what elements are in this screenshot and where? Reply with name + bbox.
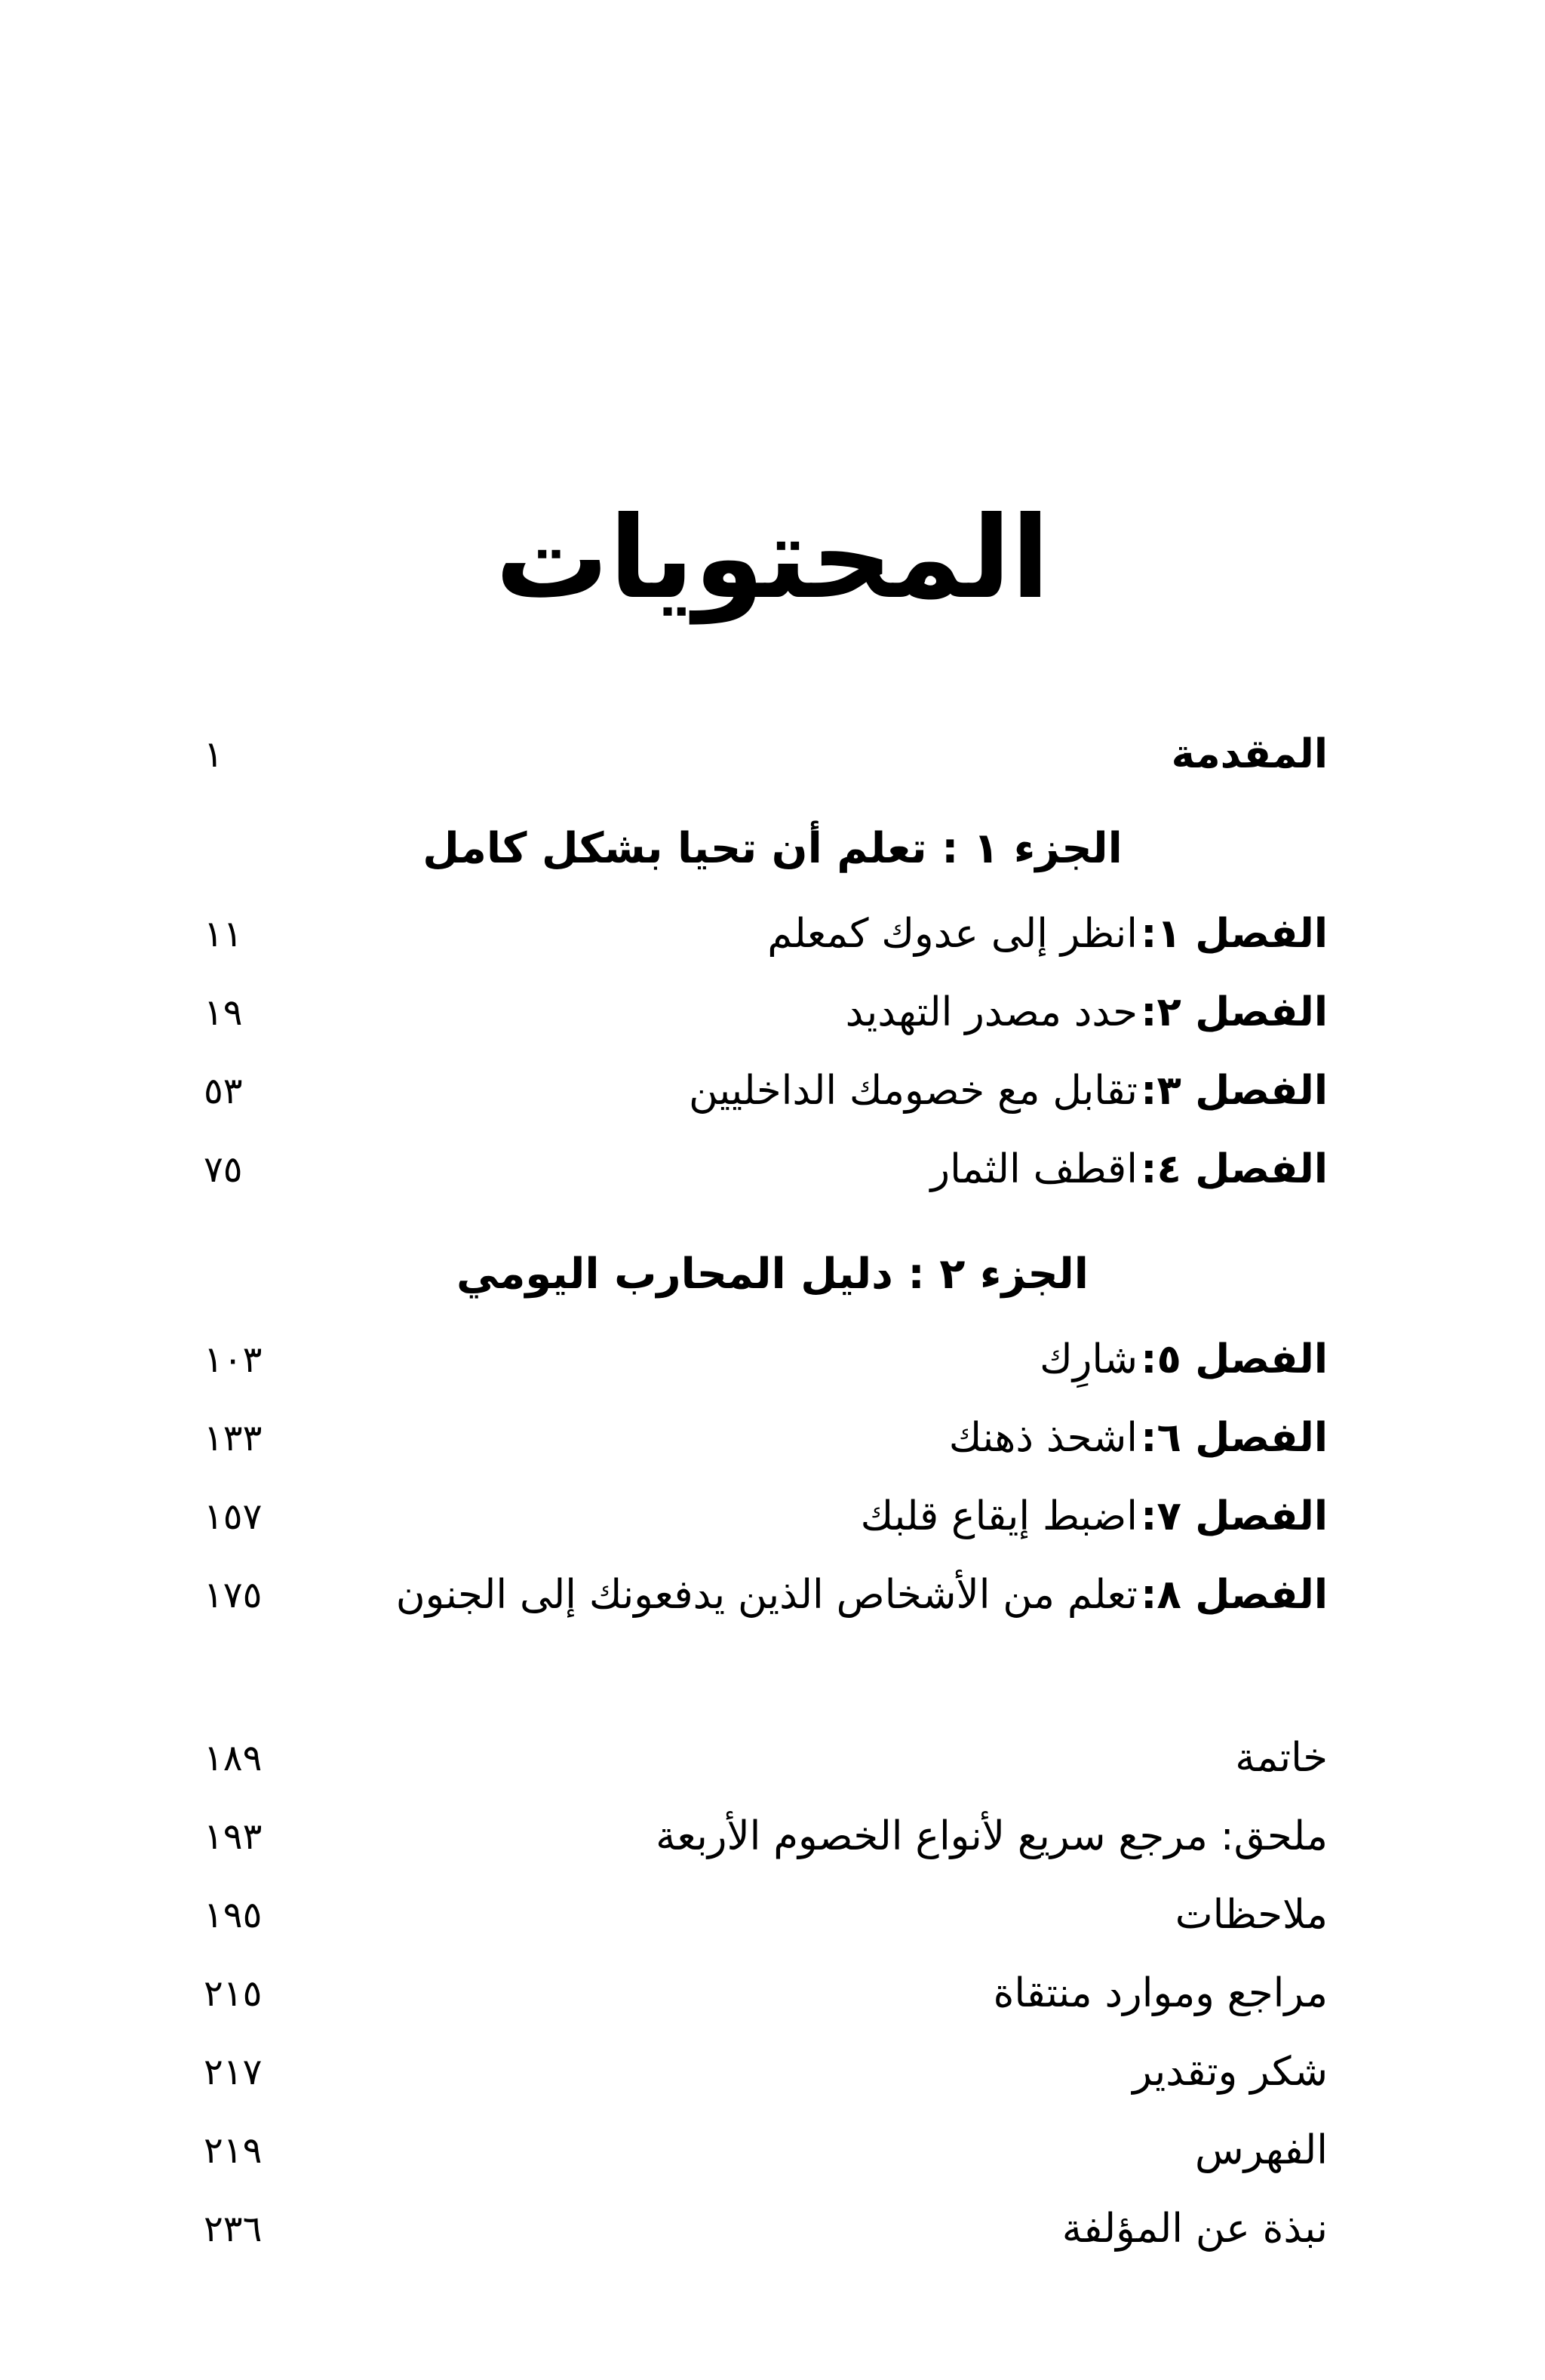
page-title: المحتويات: [495, 493, 1050, 624]
chapter-number: الفصل ٢:: [1141, 989, 1328, 1035]
chapter-number: الفصل ٨:: [1141, 1572, 1328, 1618]
entry-label: شكر وتقدير: [1132, 2049, 1328, 2095]
chapter-title: اقطف الثمار: [930, 1146, 1138, 1192]
entry-label: خاتمة: [1235, 1735, 1328, 1781]
page-number: ١١: [204, 913, 243, 955]
chapter-title: انظر إلى عدوك كمعلم: [767, 911, 1138, 957]
page-number: ١٩٣: [204, 1816, 263, 1858]
entry-label: مراجع وموارد منتقاة: [993, 1970, 1328, 2016]
page-number: ٢١٩: [204, 2129, 263, 2172]
toc-entry-back-matter: [0, 1807, 1545, 1867]
page-number: ١٥٧: [204, 1496, 263, 1538]
chapter-number: الفصل ٤:: [1141, 1146, 1328, 1192]
toc-entry-back-matter: [0, 1885, 1545, 1945]
page-number: ٢١٥: [204, 1973, 263, 2015]
chapter-entry: [0, 1565, 1545, 1625]
chapter-number: الفصل ٣:: [1141, 1068, 1328, 1114]
page-number: ١٠٣: [204, 1339, 263, 1381]
toc-entry-back-matter: [0, 2042, 1545, 2102]
page-number: ٧٥: [204, 1148, 243, 1191]
toc-entry-back-matter: [0, 1728, 1545, 1788]
chapter-entry: [0, 1487, 1545, 1547]
part-heading: الجزء ٢ : دليل المحارب اليومي: [456, 1250, 1089, 1299]
page-number: ١: [204, 733, 223, 776]
chapter-entry: [0, 1330, 1545, 1390]
page-number: ٥٣: [204, 1070, 243, 1112]
page-number: ١٩٥: [204, 1894, 263, 1936]
page-number: ٢١٧: [204, 2051, 263, 2093]
chapter-entry: [0, 1139, 1545, 1200]
part-heading: الجزء ١ : تعلم أن تحيا بشكل كامل: [422, 824, 1123, 873]
toc-entry-intro: [0, 724, 1545, 785]
chapter-number: الفصل ٦:: [1141, 1415, 1328, 1461]
page-number: ١٧٥: [204, 1574, 263, 1616]
entry-label: ملاحظات: [1175, 1892, 1328, 1938]
chapter-number: الفصل ١:: [1141, 911, 1328, 957]
toc-entry-back-matter: [0, 1963, 1545, 2024]
entry-label: نبذة عن المؤلفة: [1061, 2206, 1328, 2252]
chapter-title: اضبط إيقاع قلبك: [860, 1493, 1138, 1539]
entry-label: الفهرس: [1194, 2127, 1328, 2173]
page-number: ٢٣٦: [204, 2208, 263, 2250]
chapter-entry: [0, 982, 1545, 1043]
chapter-title: حدد مصدر التهديد: [845, 989, 1138, 1035]
chapter-title: تعلم من الأشخاص الذين يدفعونك إلى الجنون: [395, 1572, 1138, 1618]
chapter-title: تقابل مع خصومك الداخليين: [689, 1068, 1138, 1114]
entry-label: المقدمة: [1171, 731, 1328, 777]
page-number: ١٩: [204, 992, 243, 1034]
chapter-title: شارِك: [1040, 1336, 1138, 1382]
chapter-entry: [0, 904, 1545, 964]
page-number: ١٨٩: [204, 1737, 263, 1779]
toc-entry-back-matter: [0, 2199, 1545, 2259]
entry-label: ملحق: مرجع سريع لأنواع الخصوم الأربعة: [656, 1813, 1328, 1859]
chapter-entry: [0, 1061, 1545, 1121]
page-number: ١٣٣: [204, 1417, 263, 1459]
chapter-entry: [0, 1408, 1545, 1468]
toc-entry-back-matter: [0, 2120, 1545, 2181]
chapter-number: الفصل ٥:: [1141, 1336, 1328, 1382]
chapter-number: الفصل ٧:: [1141, 1493, 1328, 1539]
chapter-title: اشحذ ذهنك: [948, 1415, 1138, 1461]
